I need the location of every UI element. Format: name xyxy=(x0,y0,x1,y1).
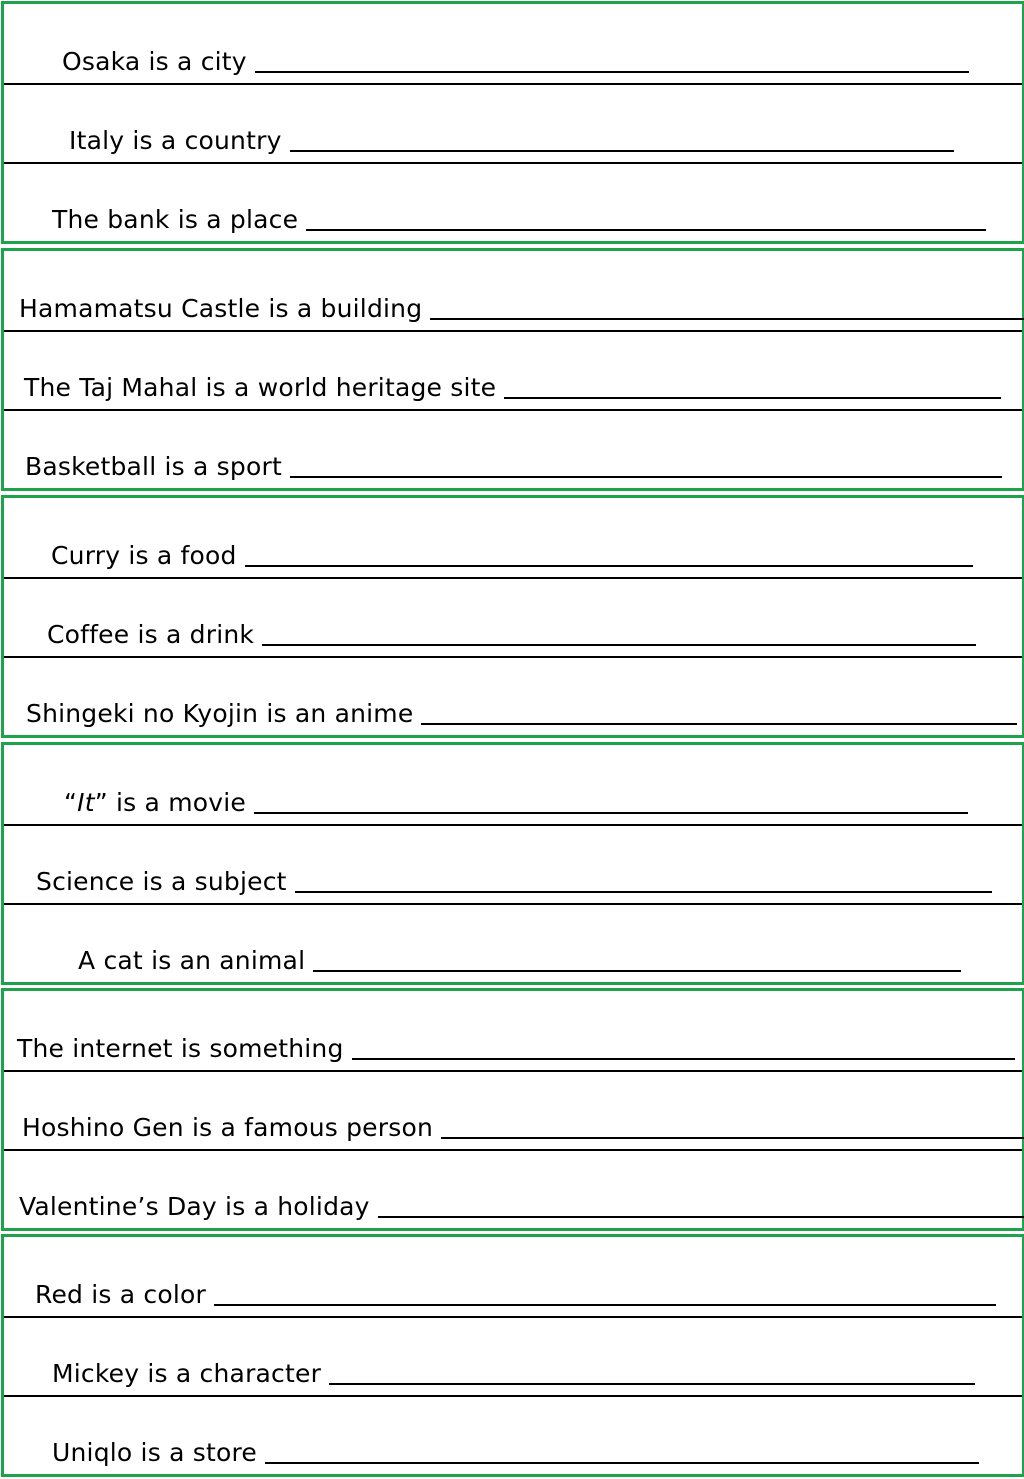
prompt-row xyxy=(4,330,1022,409)
prompt-row xyxy=(4,251,1022,330)
prompt-row xyxy=(4,745,1022,824)
prompt-group-1 xyxy=(1,1,1024,244)
prompt-row xyxy=(4,903,1022,982)
answer-line[interactable] xyxy=(352,1058,1015,1060)
quoted-title: It xyxy=(77,788,95,817)
prompt-row xyxy=(4,1149,1022,1228)
prompt-text: “It” is a movie xyxy=(64,788,246,817)
answer-line[interactable] xyxy=(313,970,961,972)
prompt-text: A cat is an animal xyxy=(78,946,306,975)
answer-line[interactable] xyxy=(441,1137,1024,1139)
prompt-row xyxy=(4,1070,1022,1149)
prompt-row xyxy=(4,1395,1022,1474)
prompt-group-3 xyxy=(1,495,1024,738)
prompt-text: Shingeki no Kyojin is an anime xyxy=(26,699,414,728)
prompt-group-4 xyxy=(1,742,1024,985)
prompt-text: Hoshino Gen is a famous person xyxy=(22,1113,434,1142)
prompt-row xyxy=(4,824,1022,903)
prompt-group-6 xyxy=(1,1234,1024,1477)
prompt-row xyxy=(4,656,1022,735)
answer-line[interactable] xyxy=(214,1304,996,1306)
prompt-text: Mickey is a character xyxy=(52,1359,322,1388)
answer-line[interactable] xyxy=(265,1462,979,1464)
prompt-text: Basketball is a sport xyxy=(25,452,282,481)
prompt-row xyxy=(4,4,1022,83)
prompt-text: Osaka is a city xyxy=(62,47,247,76)
prompt-row xyxy=(4,577,1022,656)
prompt-text: Uniqlo is a store xyxy=(52,1438,257,1467)
prompt-text: Hamamatsu Castle is a building xyxy=(19,294,423,323)
answer-line[interactable] xyxy=(504,397,1001,399)
prompt-row xyxy=(4,1237,1022,1316)
prompt-text: Italy is a country xyxy=(69,126,282,155)
prompt-text: The internet is something xyxy=(17,1034,344,1063)
prompt-row xyxy=(4,409,1022,488)
answer-line[interactable] xyxy=(290,476,1002,478)
prompt-text: Science is a subject xyxy=(36,867,287,896)
answer-line[interactable] xyxy=(329,1383,975,1385)
answer-line[interactable] xyxy=(254,812,968,814)
prompt-row xyxy=(4,498,1022,577)
prompt-group-2 xyxy=(1,248,1024,491)
prompt-rest: is a movie xyxy=(107,788,246,817)
prompt-row xyxy=(4,1316,1022,1395)
answer-line[interactable] xyxy=(290,150,954,152)
answer-line[interactable] xyxy=(295,891,992,893)
answer-line[interactable] xyxy=(306,229,986,231)
prompt-row xyxy=(4,83,1022,162)
prompt-text: The Taj Mahal is a world heritage site xyxy=(24,373,497,402)
answer-line[interactable] xyxy=(378,1216,1024,1218)
prompt-text: Valentine’s Day is a holiday xyxy=(19,1192,370,1221)
prompt-row xyxy=(4,162,1022,241)
prompt-text: Coffee is a drink xyxy=(47,620,255,649)
prompt-text: Curry is a food xyxy=(51,541,237,570)
prompt-row xyxy=(4,991,1022,1070)
answer-line[interactable] xyxy=(262,644,976,646)
prompt-text: The bank is a place xyxy=(52,205,299,234)
answer-line[interactable] xyxy=(421,723,1017,725)
answer-line[interactable] xyxy=(430,318,1024,320)
answer-line[interactable] xyxy=(255,71,969,73)
answer-line[interactable] xyxy=(245,565,973,567)
prompt-group-5 xyxy=(1,988,1024,1231)
prompt-text: Red is a color xyxy=(35,1280,206,1309)
